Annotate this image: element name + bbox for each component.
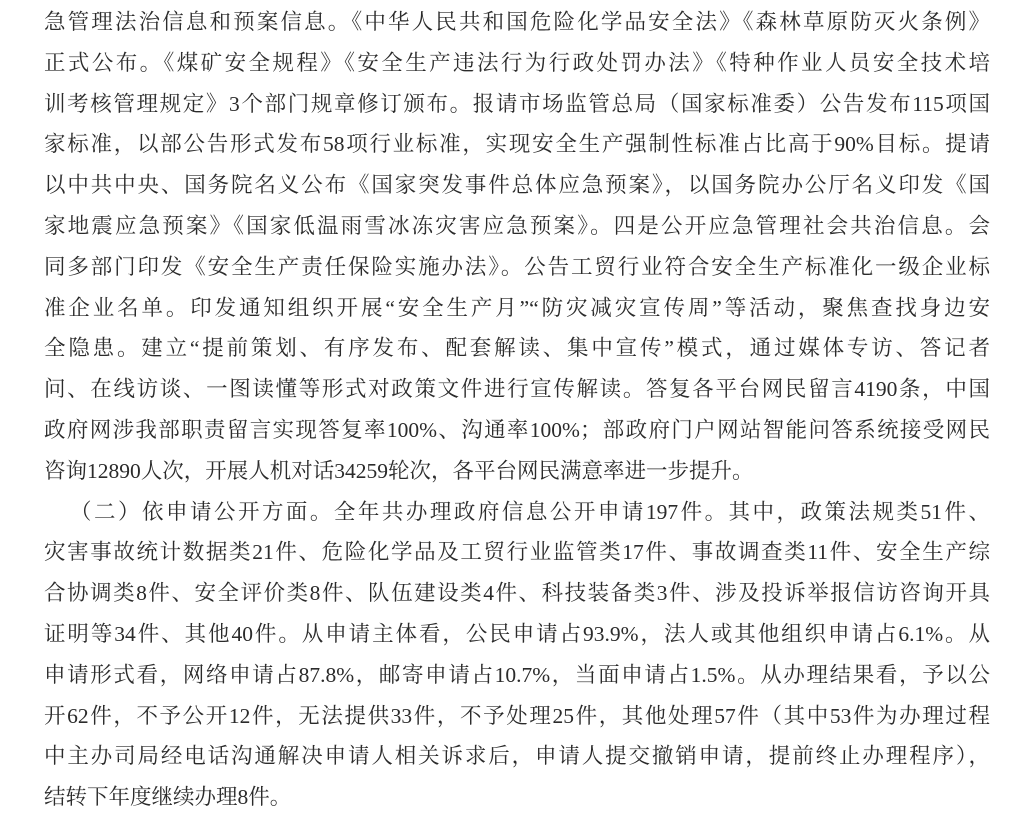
text-line: 政府网涉我部职责留言实现答复率100%、沟通率100%；部政府门户网站智能问答系统接受网民: [44, 417, 990, 442]
document-text: [44, 2, 990, 816]
text-line: 结转下年度继续办理8件。: [44, 785, 292, 810]
text-line: 训考核管理规定》3个部门规章修订颁布。报请市场监管总局（国家标准委）公告发布115项国: [44, 91, 990, 116]
text-line: 咨询12890人次，开展人机对话34259轮次，各平台网民满意率进一步提升。: [44, 458, 754, 483]
text-line: 家标准，以部公告形式发布58项行业标准，实现安全生产强制性标准占比高于90%目标。提请: [44, 132, 990, 157]
text-line: （二）依申请公开方面。全年共办理政府信息公开申请197件。其中，政策法规类51件、: [70, 499, 990, 524]
text-line: 合协调类8件、安全评价类8件、队伍建设类4件、科技装备类3件、涉及投诉举报信访咨询开具: [44, 581, 990, 606]
text-line: 急管理法治信息和预案信息。《中华人民共和国危险化学品安全法》《森林草原防灭火条例》: [44, 10, 990, 34]
text-line: 中主办司局经电话沟通解决申请人相关诉求后，申请人提交撤销申请，提前终止办理程序），: [44, 744, 990, 769]
paragraph: [44, 2, 990, 492]
text-line: 家地震应急预案》《国家低温雨雪冰冻灾害应急预案》。四是公开应急管理社会共治信息。会: [44, 213, 990, 238]
text-line: 正式公布。《煤矿安全规程》《安全生产违法行为行政处罚办法》《特种作业人员安全技术培: [44, 50, 990, 75]
text-line: 申请形式看，网络申请占87.8%，邮寄申请占10.7%，当面申请占1.5%。从办理结果看，予以公: [44, 662, 990, 687]
text-line: 同多部门印发《安全生产责任保险实施办法》。公告工贸行业符合安全生产标准化一级企业标: [44, 254, 990, 279]
text-line: 全隐患。建立“提前策划、有序发布、配套解读、集中宣传”模式，通过媒体专访、答记者: [44, 336, 990, 361]
text-line: 问、在线访谈、一图读懂等形式对政策文件进行宣传解读。答复各平台网民留言4190条，中国: [44, 377, 990, 402]
text-line: 灾害事故统计数据类21件、危险化学品及工贸行业监管类17件、事故调查类11件、安全生产综: [44, 540, 990, 565]
text-line: 以中共中央、国务院名义公布《国家突发事件总体应急预案》，以国务院办公厅名义印发《国: [44, 173, 990, 198]
text-line: 开62件，不予公开12件，无法提供33件，不予处理25件，其他处理57件（其中53件为办理过程: [44, 703, 990, 728]
paragraph: [44, 492, 990, 816]
text-line: 证明等34件、其他40件。从申请主体看，公民申请占93.9%，法人或其他组织申请占6.1%。从: [44, 621, 990, 646]
text-line: 准企业名单。印发通知组织开展“安全生产月”“防灾减灾宣传周”等活动，聚焦查找身边安: [44, 295, 990, 320]
